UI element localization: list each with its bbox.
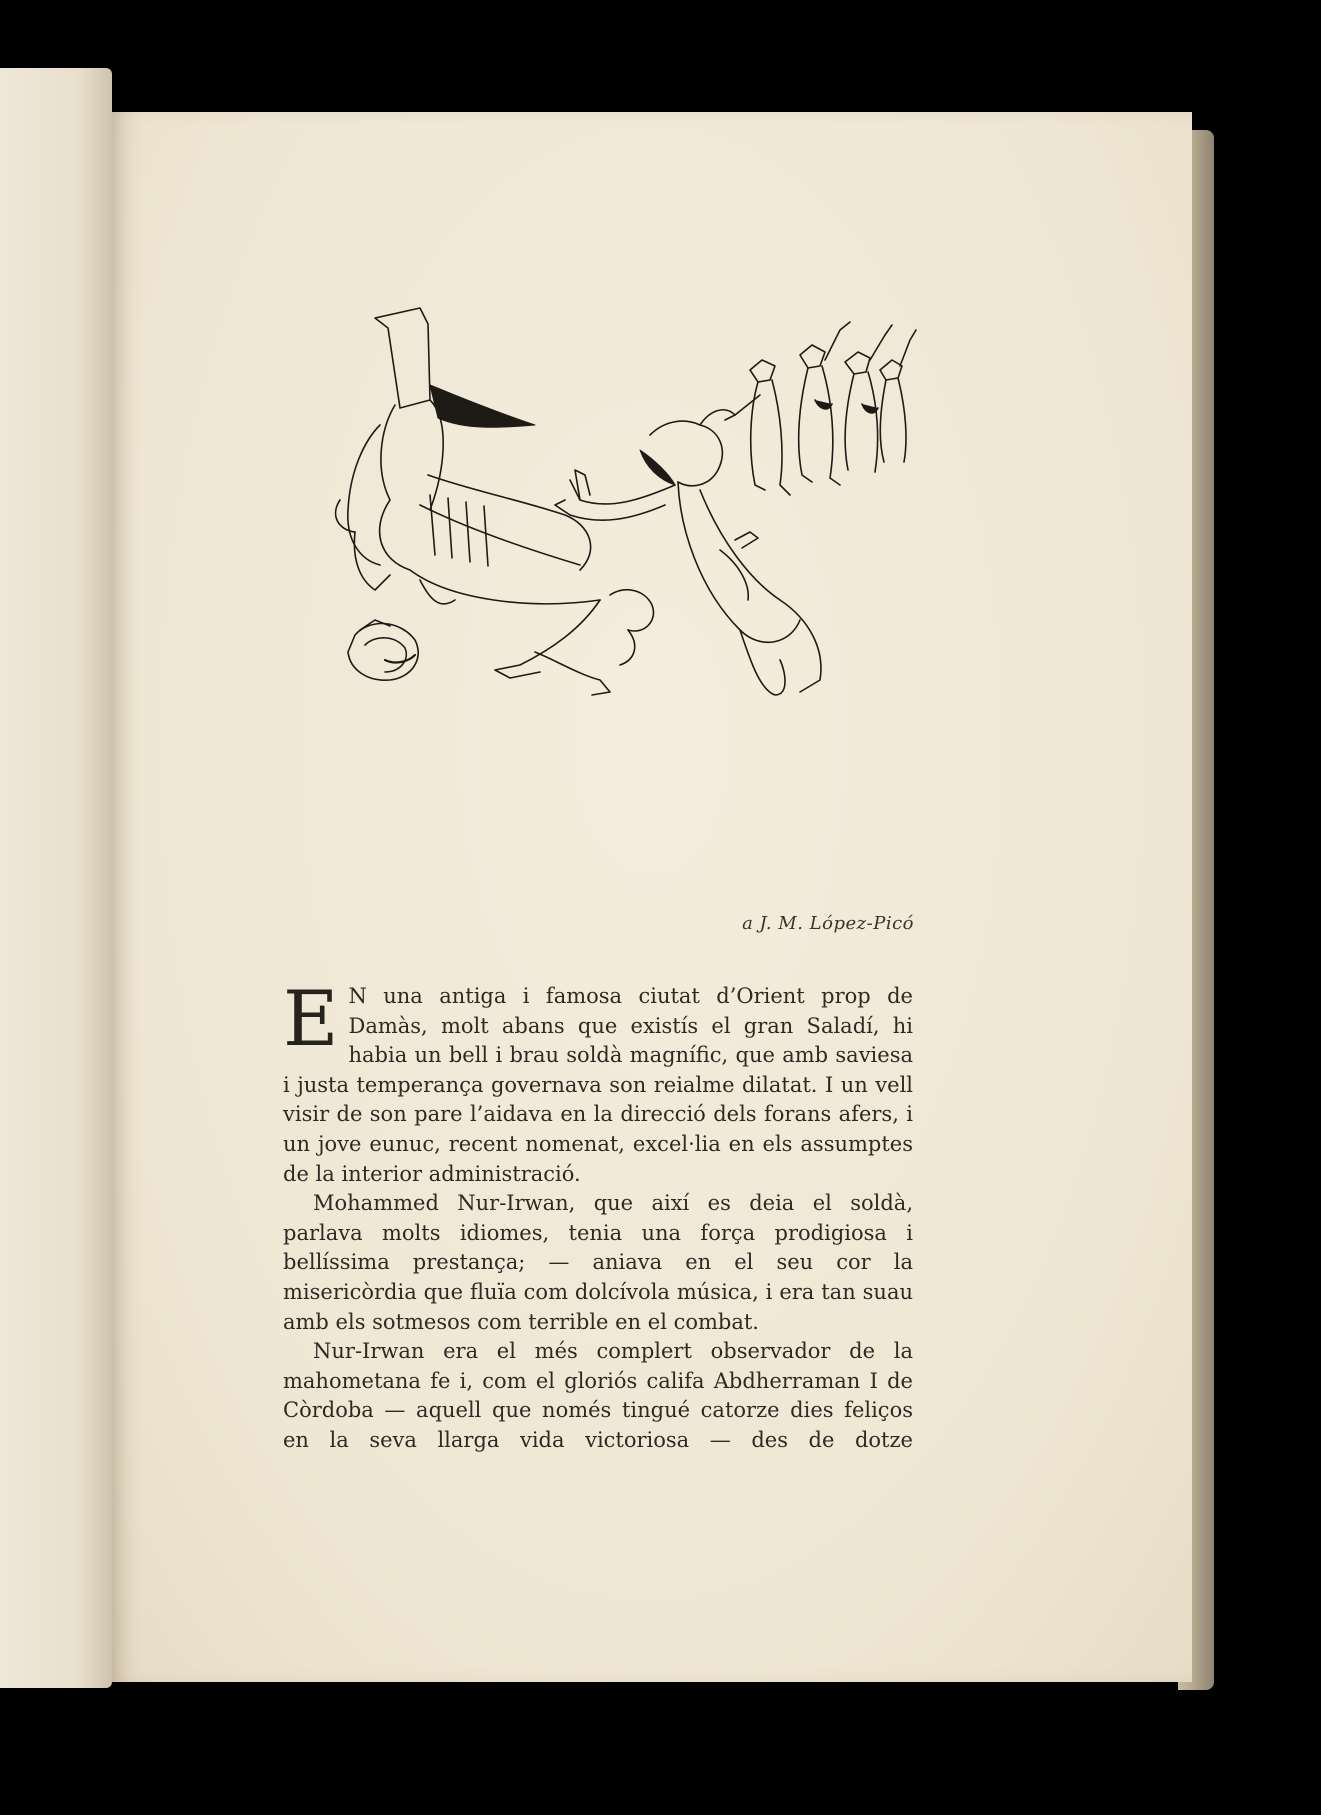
paragraph-1: [283, 974, 913, 1189]
paragraph-3: Nur-Irwan era el més complert observador de la mahometana fe i, com el gloriós califa Abdherraman I de Còrdoba — aquell que només tingué catorze dies feliços en la seva llarga vida victoriosa — des de dotze: [283, 1339, 913, 1452]
body-text: [283, 974, 913, 1456]
left-page-edge: [0, 68, 112, 1688]
paragraph-1-text: una antiga i famosa ciutat d’Orient prop de Damàs, molt abans que existís el gran Saladí, hi habia un bell i brau soldà magnífic, que amb saviesa i justa temperança governava son reialme dilatat. I un vell visir de son pare l’aidava en la direcció dels forans afers, i un jove eunuc, recent nomenat, excel·lia en els assumptes de la interior administració.: [283, 984, 913, 1186]
paragraph-2: Mohammed Nur-Irwan, que així es deia el soldà, parlava molts idiomes, tenia una força prodigiosa i bellíssima prestança; — aniava en el seu cor la misericòrdia que fluïa com dolcívola música, i era tan suau amb els sotmesos com terrible en el combat.: [283, 1191, 913, 1334]
ink-illustration: [280, 300, 920, 720]
first-letters: N: [348, 984, 367, 1008]
drop-cap: E: [283, 974, 339, 1063]
dedication: a J. M. López-Picó: [742, 913, 914, 934]
